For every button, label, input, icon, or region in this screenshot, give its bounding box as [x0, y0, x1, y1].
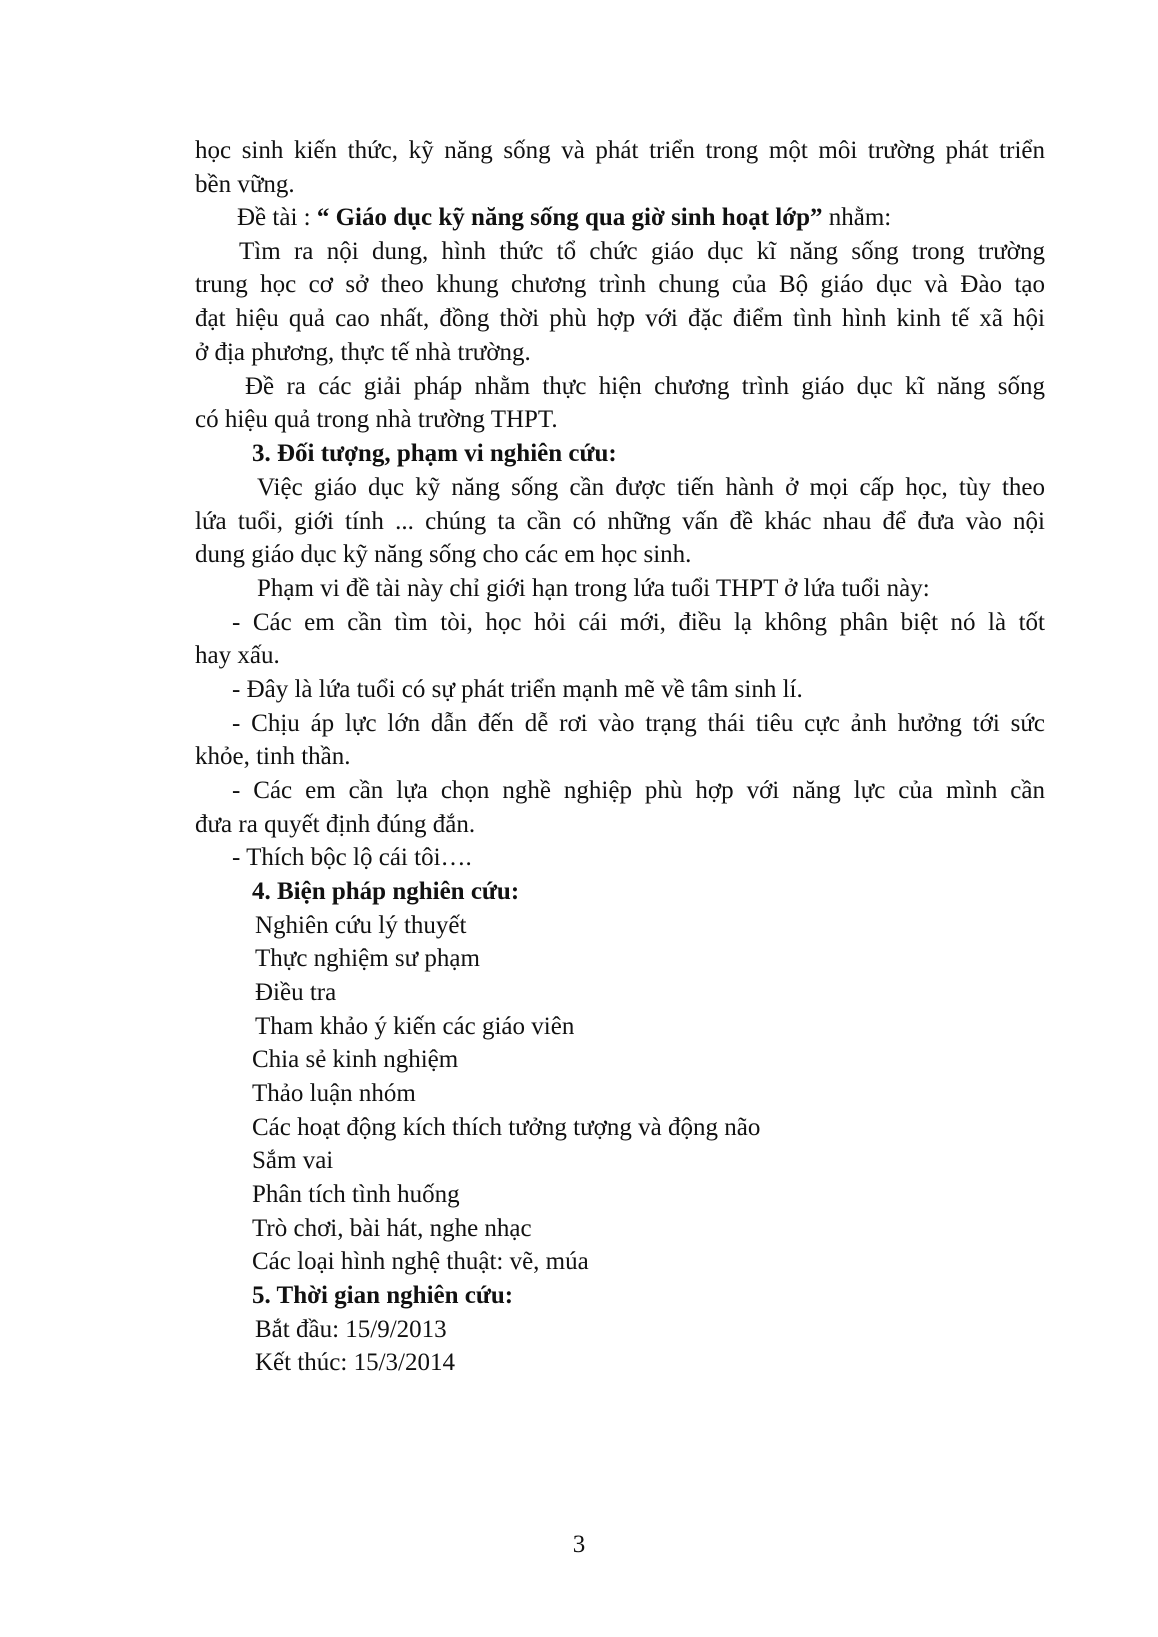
list-item: Thực nghiệm sư phạm — [255, 945, 480, 972]
list-item: Điều tra — [255, 979, 337, 1006]
page-number: 3 — [572, 1531, 586, 1558]
section-heading: 5. Thời gian nghiên cứu: — [252, 1282, 514, 1309]
paragraph-line: ở địa phương, thực tế nhà trường. — [195, 339, 531, 366]
paragraph-line: có hiệu quả trong nhà trường THPT. — [195, 406, 558, 433]
list-item: Tham khảo ý kiến các giáo viên — [255, 1013, 575, 1040]
list-item: Chia sẻ kinh nghiệm — [252, 1046, 459, 1073]
topic-suffix: nhằm: — [822, 204, 892, 231]
section-heading: 4. Biện pháp nghiên cứu: — [252, 878, 520, 905]
list-item: - Thích bộc lộ cái tôi…. — [232, 844, 472, 871]
topic-prefix: Đề tài : — [237, 204, 317, 231]
paragraph-line: Việc giáo dục kỹ năng sống cần được tiến hành ở mọi cấp học, tùy theo — [257, 474, 1045, 501]
paragraph-line: Tìm ra nội dung, hình thức tổ chức giáo dục kĩ năng sống trong trường — [239, 238, 1045, 265]
start-date: Bắt đầu: 15/9/2013 — [255, 1316, 447, 1343]
paragraph-line: Đề ra các giải pháp nhằm thực hiện chương trình giáo dục kĩ năng sống — [245, 373, 1045, 400]
list-item: Phân tích tình huống — [252, 1181, 460, 1208]
topic-statement — [237, 201, 891, 235]
paragraph-line: Phạm vi đề tài này chỉ giới hạn trong lứa tuổi THPT ở lứa tuổi này: — [257, 575, 930, 602]
paragraph-line: hay xấu. — [195, 642, 280, 669]
list-item: - Đây là lứa tuổi có sự phát triển mạnh mẽ về tâm sinh lí. — [232, 676, 803, 703]
list-item: Các hoạt động kích thích tưởng tượng và động não — [252, 1114, 761, 1141]
list-item: - Các em cần lựa chọn nghề nghiệp phù hợp với năng lực của mình cần — [232, 777, 1045, 804]
section-heading: 3. Đối tượng, phạm vi nghiên cứu: — [252, 440, 617, 467]
paragraph-line: lứa tuổi, giới tính ... chúng ta cần có những vấn đề khác nhau để đưa vào nội — [195, 508, 1045, 535]
list-item: - Các em cần tìm tòi, học hỏi cái mới, điều lạ không phân biệt nó là tốt — [232, 609, 1045, 636]
paragraph-line: bền vững. — [195, 171, 295, 198]
paragraph-line: trung học cơ sở theo khung chương trình chung của Bộ giáo dục và Đào tạo — [195, 271, 1045, 298]
end-date: Kết thúc: 15/3/2014 — [255, 1349, 455, 1376]
paragraph-line: đạt hiệu quả cao nhất, đồng thời phù hợp với đặc điểm tình hình kinh tế xã hội — [195, 305, 1045, 332]
list-item: - Chịu áp lực lớn dẫn đến dễ rơi vào trạng thái tiêu cực ảnh hưởng tới sức — [232, 710, 1045, 737]
list-item: Trò chơi, bài hát, nghe nhạc — [252, 1215, 532, 1242]
paragraph-line: dung giáo dục kỹ năng sống cho các em học sinh. — [195, 541, 692, 568]
list-item: Nghiên cứu lý thuyết — [255, 912, 467, 939]
list-item: Thảo luận nhóm — [252, 1080, 416, 1107]
paragraph-line: học sinh kiến thức, kỹ năng sống và phát triển trong một môi trường phát triển — [195, 137, 1045, 164]
list-item: Các loại hình nghệ thuật: vẽ, múa — [252, 1248, 589, 1275]
paragraph-line: khỏe, tinh thần. — [195, 743, 351, 770]
list-item: Sắm vai — [252, 1147, 334, 1174]
paragraph-line: đưa ra quyết định đúng đắn. — [195, 811, 476, 838]
topic-title: “ Giáo dục kỹ năng sống qua giờ sinh hoạt lớp” — [316, 204, 823, 231]
